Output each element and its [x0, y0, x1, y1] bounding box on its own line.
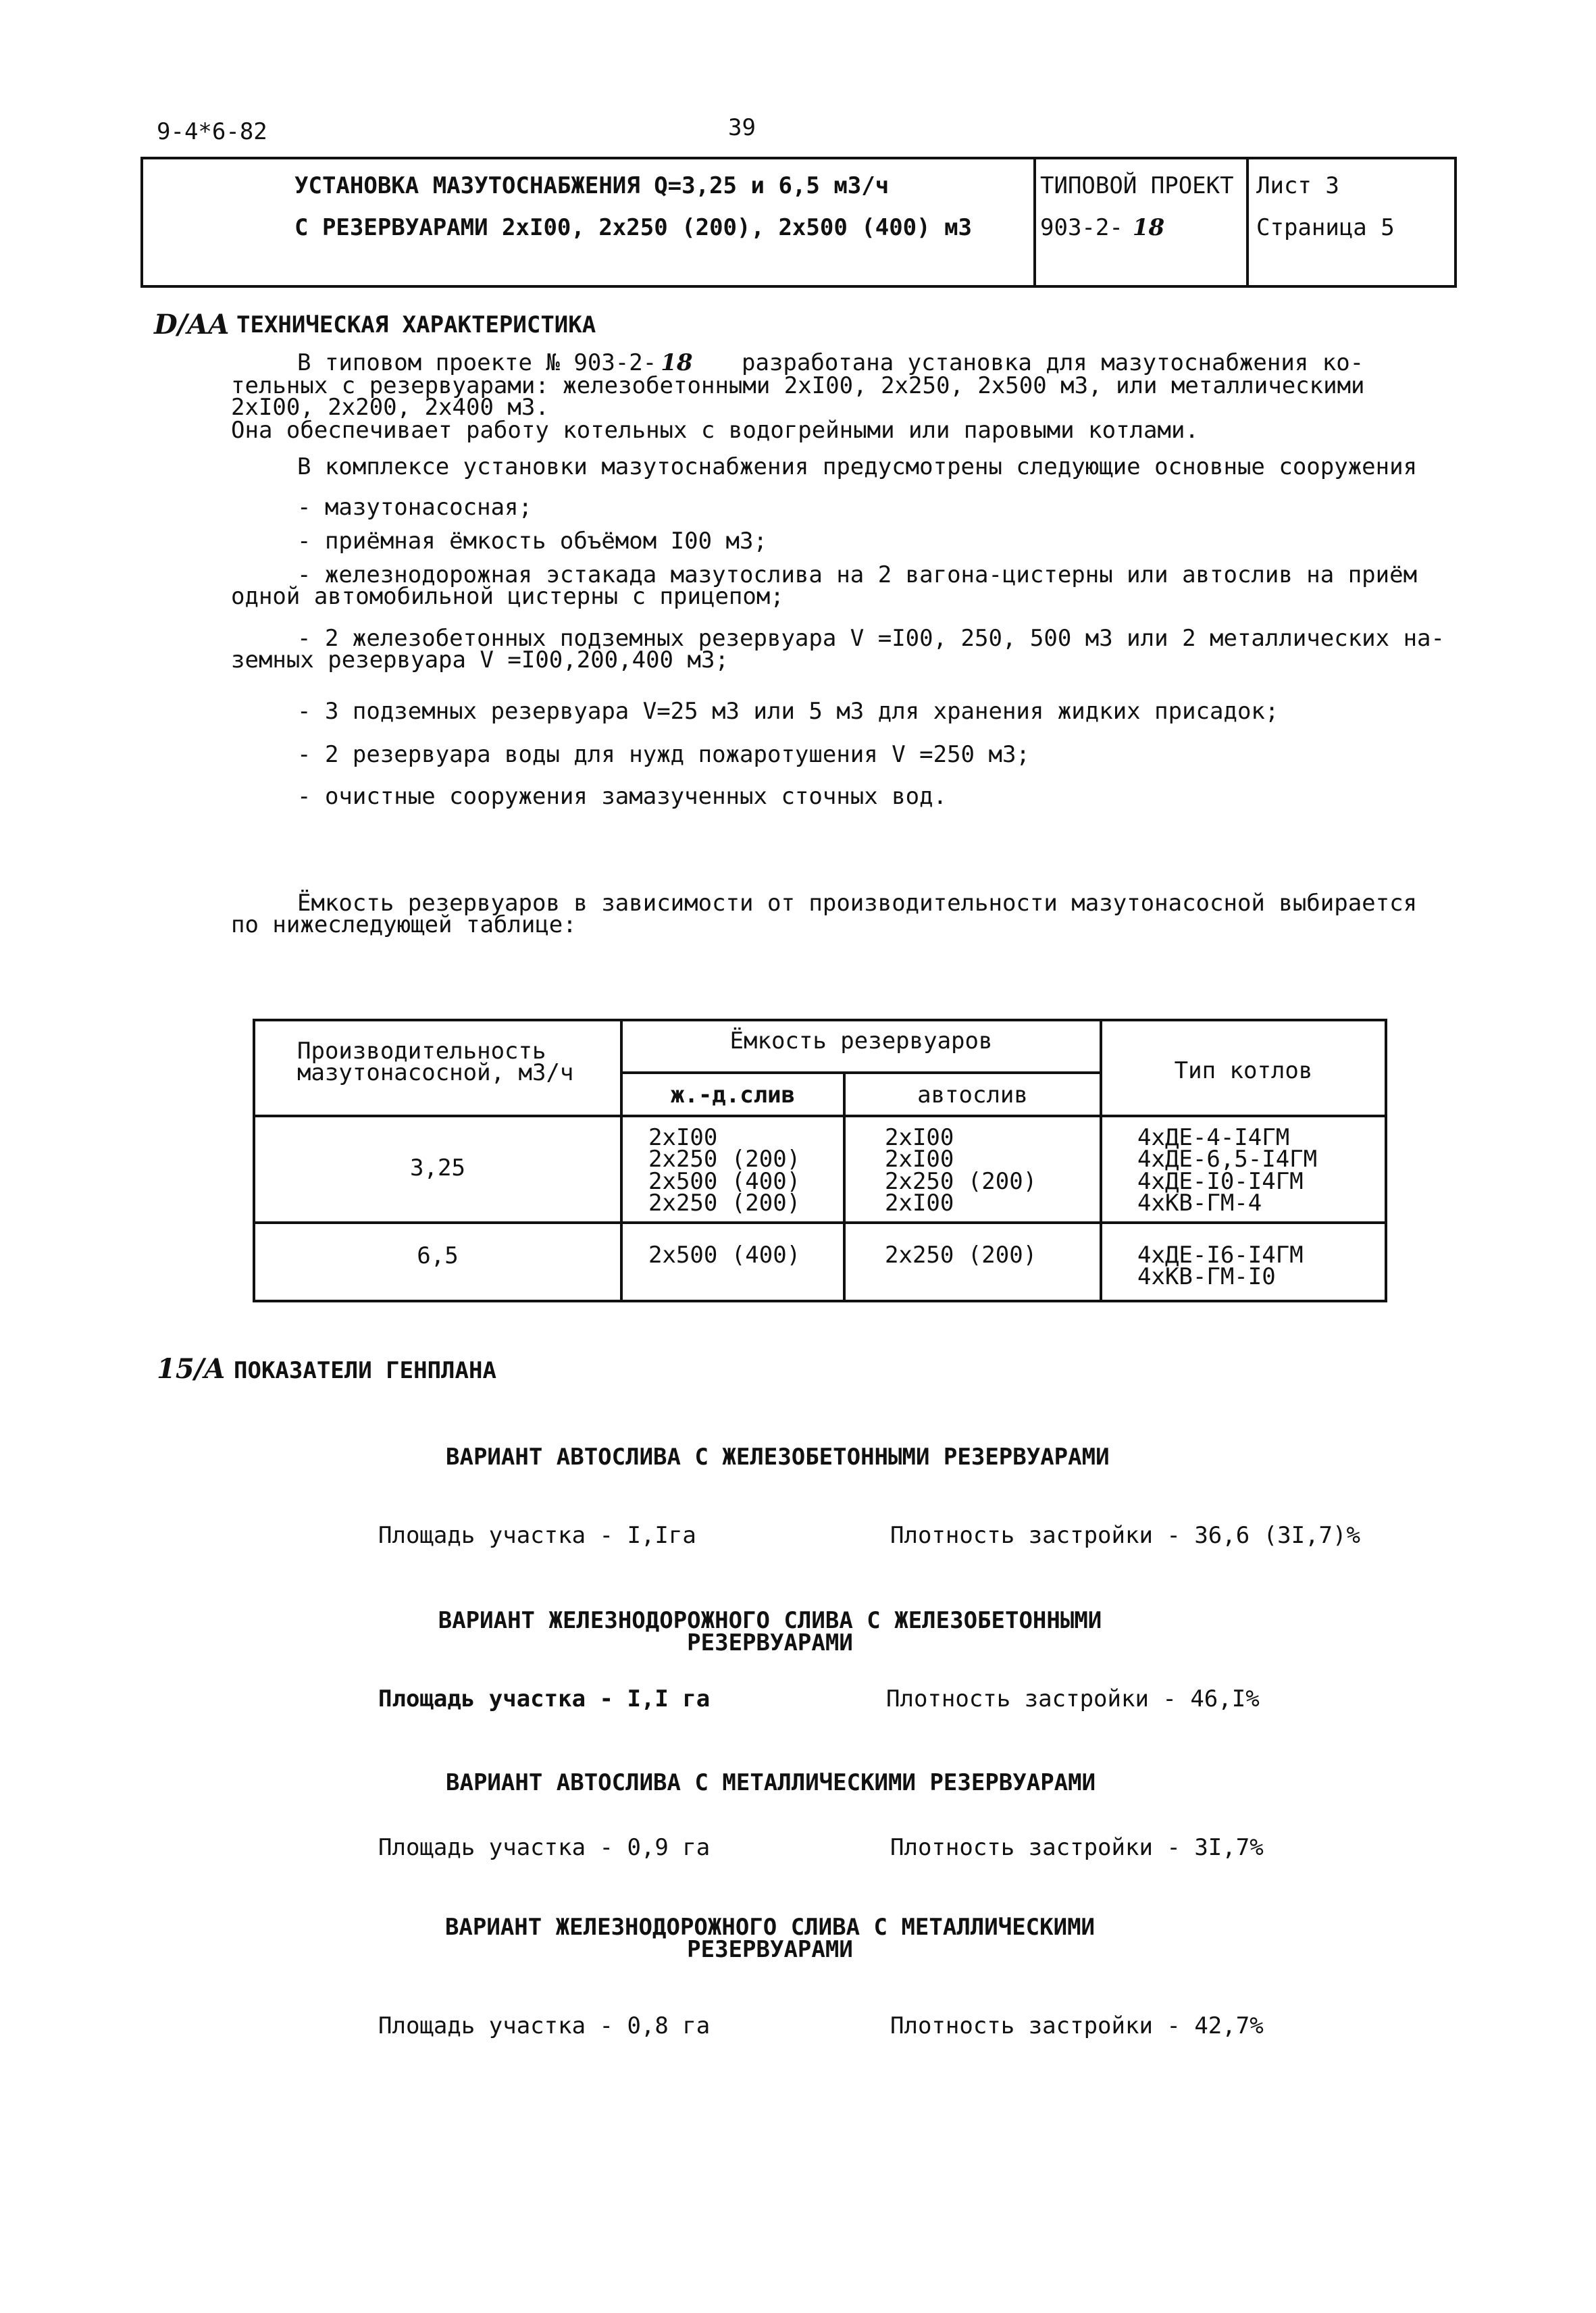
header-rail-drain: ж.-д.слив: [670, 1082, 796, 1109]
section2-marker: 15/A: [157, 1353, 226, 1385]
row2-rail: [648, 1242, 801, 1269]
project-label: ТИПОВОЙ ПРОЕКТ: [1040, 172, 1234, 199]
variant-2-density: Плотность застройки - 46,I%: [886, 1685, 1260, 1712]
project-number-handwritten: 18: [1132, 214, 1165, 241]
row1-productivity: 3,25: [410, 1154, 465, 1181]
variant-1-area: Площадь участка - I,Iга: [378, 1522, 696, 1549]
table-cell: 2х250 (200): [648, 1146, 801, 1173]
table-cell: 4хКВ-ГМ-4: [1137, 1189, 1262, 1217]
p1-handwritten-number: 18: [661, 349, 693, 376]
variant-3-area: Площадь участка - 0,9 га: [378, 1834, 711, 1861]
list-item-continued: одной автомобильной цистерны с прицепом;: [231, 583, 784, 610]
header-auto-drain: автослив: [917, 1082, 1028, 1109]
title-line-2: С РЕЗЕРВУАРАМИ 2хI00, 2х250 (200), 2х500 (400) м3: [294, 214, 973, 241]
header-productivity-line-1: Производительность: [297, 1038, 546, 1065]
list-item: - 2 резервуара воды для нужд пожаротушения V =250 м3;: [297, 741, 1030, 768]
table-cell: 2хI00: [885, 1189, 954, 1217]
p1-line-2: тельных с резервуарами: железобетонными 2хI00, 2х250, 2х500 м3, или металлическими: [231, 372, 1365, 399]
page-number: 39: [728, 114, 756, 141]
table-cell: 4хКВ-ГМ-I0: [1137, 1263, 1276, 1291]
variant-4-title-line-1: ВАРИАНТ ЖЕЛЕЗНОДОРОЖНОГО СЛИВА С МЕТАЛЛИЧЕСКИМИ: [444, 1914, 1096, 1941]
variant-4-title: [378, 1914, 1162, 1963]
title-line-1: УСТАНОВКА МАЗУТОСНАБЖЕНИЯ Q=3,25 и 6,5 м3/ч: [294, 172, 890, 199]
variant-3-title: ВАРИАНТ АВТОСЛИВА С МЕТАЛЛИЧЕСКИМИ РЕЗЕРВУАРАМИ: [446, 1769, 1096, 1796]
row1-boiler: [1137, 1124, 1318, 1217]
project-number: [1040, 215, 1164, 241]
section1-heading: ТЕХНИЧЕСКАЯ ХАРАКТЕРИСТИКА: [236, 311, 596, 338]
row2-productivity: 6,5: [417, 1242, 459, 1269]
row2-auto: [885, 1242, 1037, 1269]
table-border-right: [1385, 1019, 1387, 1302]
list-item-continued: земных резервуара V =I00,200,400 м3;: [231, 646, 729, 673]
row1-rail: [648, 1124, 801, 1217]
header-capacity: Ёмкость резервуаров: [729, 1027, 993, 1054]
variant-2-title-line-1: ВАРИАНТ ЖЕЛЕЗНОДОРОЖНОГО СЛИВА С ЖЕЛЕЗОБЕТОННЫМИ: [438, 1607, 1102, 1634]
list-item: - железнодорожная эстакада мазутослива на 2 вагона-цистерны или автослив на приём: [297, 561, 1418, 588]
list-item: - очистные сооружения замазученных сточных вод.: [297, 783, 948, 810]
variant-2-title: [378, 1608, 1162, 1656]
variant-4-title-line-2: РЕЗЕРВУАРАМИ: [687, 1936, 853, 1964]
table-line-header-bottom: [253, 1115, 1387, 1117]
table-cell: 2хI00: [885, 1124, 954, 1151]
variant-3-density: Плотность застройки - 3I,7%: [890, 1834, 1264, 1861]
table-cell: 2хI00: [648, 1124, 718, 1151]
table-cell: 2х500 (400): [648, 1167, 801, 1195]
table-cell: 2хI00: [885, 1146, 954, 1173]
table-border-bottom: [253, 1300, 1387, 1302]
variant-2-title-line-2: РЕЗЕРВУАРАМИ: [687, 1629, 853, 1657]
variant-1-title: ВАРИАНТ АВТОСЛИВА С ЖЕЛЕЗОБЕТОННЫМИ РЕЗЕРВУАРАМИ: [446, 1444, 1110, 1471]
variant-2-area: Площадь участка - I,I га: [378, 1685, 711, 1712]
table-line-row1-bottom: [253, 1221, 1387, 1224]
list-item: - 2 железобетонных подземных резервуара V =I00, 250, 500 м3 или 2 металлических на-: [297, 625, 1445, 652]
page-label: Страница 5: [1256, 214, 1395, 241]
table-cell: 4хДЕ-I0-I4ГМ: [1137, 1167, 1304, 1195]
doc-code: 9-4*6-82: [157, 118, 267, 145]
title-block-divider-2: [1246, 157, 1249, 285]
row2-boiler: [1137, 1242, 1304, 1291]
variant-4-density: Плотность застройки - 42,7%: [890, 2012, 1264, 2039]
p1-line-1b: разработана установка для мазутоснабжения ко-: [742, 349, 1364, 376]
p1-line-3: 2хI00, 2х200, 2х400 м3.: [231, 394, 549, 421]
p1-line-1-printed: В типовом проекте № 903-2-: [297, 349, 657, 376]
title-block-divider-1: [1033, 157, 1036, 285]
table-cell: 4хДЕ-4-I4ГМ: [1137, 1124, 1290, 1151]
list-item: - мазутонасосная;: [297, 494, 532, 521]
table-cell: 4хДЕ-6,5-I4ГМ: [1137, 1146, 1318, 1173]
table-cell: 2х500 (400): [648, 1242, 801, 1269]
section2-heading: ПОКАЗАТЕЛИ ГЕНПЛАНА: [234, 1357, 496, 1384]
row1-auto: [885, 1124, 1037, 1217]
table-cell: 2х250 (200): [885, 1242, 1037, 1269]
header-productivity-line-2: мазутонасосной, м3/ч: [297, 1059, 574, 1087]
table-line-sub: [620, 1071, 1100, 1074]
table-intro-line-2: по нижеследующей таблице:: [231, 911, 577, 938]
list-item: - приёмная ёмкость объёмом I00 м3;: [297, 528, 767, 555]
variant-4-area: Площадь участка - 0,8 га: [378, 2012, 711, 2039]
table-divider-1: [620, 1019, 623, 1302]
variant-1-density: Плотность застройки - 36,6 (3I,7)%: [890, 1522, 1360, 1549]
header-boiler-type: Тип котлов: [1174, 1057, 1313, 1084]
table-border-top: [253, 1019, 1387, 1021]
sheet-number: Лист 3: [1256, 172, 1339, 199]
p1-line-4: Она обеспечивает работу котельных с водогрейными или паровыми котлами.: [231, 417, 1199, 444]
header-productivity: [297, 1038, 574, 1087]
table-cell: 2х250 (200): [648, 1189, 801, 1217]
project-number-printed: 903-2-: [1040, 214, 1123, 241]
table-intro-line-1: Ёмкость резервуаров в зависимости от производительности мазутонасосной выбирается: [297, 890, 1418, 917]
list-item: - 3 подземных резервуара V=25 м3 или 5 м3 для хранения жидких присадок;: [297, 698, 1279, 725]
section1-marker: D/AA: [154, 309, 230, 340]
table-cell: 2х250 (200): [885, 1167, 1037, 1195]
table-cell: 4хДЕ-I6-I4ГМ: [1137, 1242, 1304, 1269]
p2-text: В комплексе установки мазутоснабжения предусмотрены следующие основные сооружения: [297, 453, 1418, 480]
